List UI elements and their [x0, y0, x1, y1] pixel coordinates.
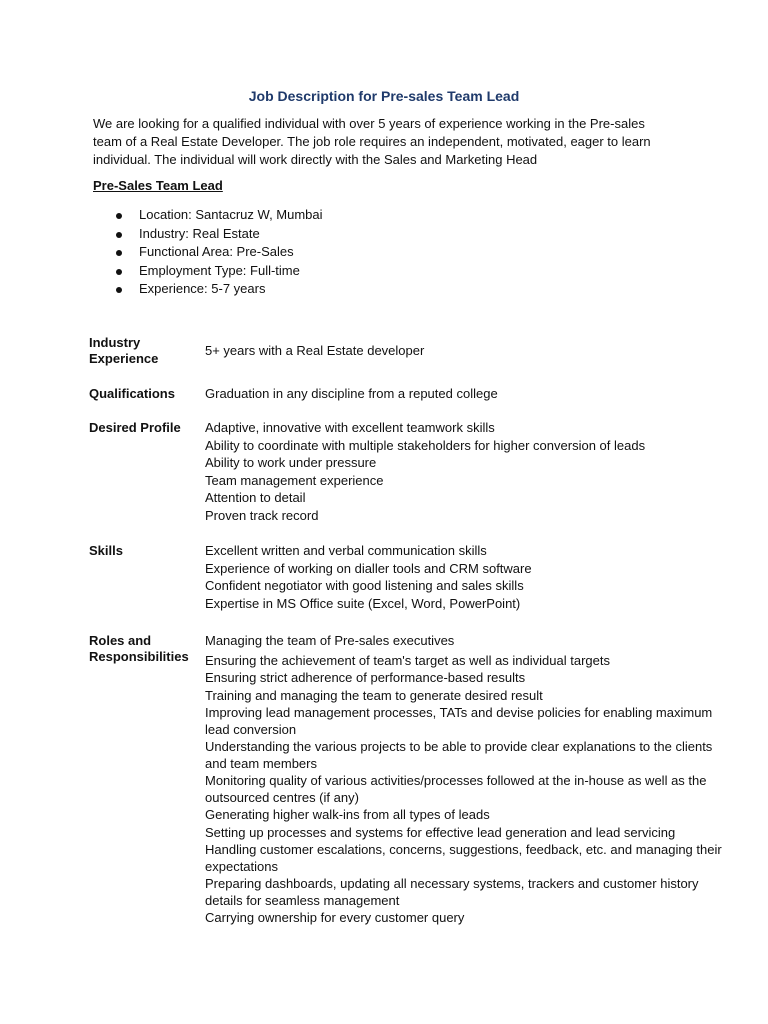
- page-title: Job Description for Pre-sales Team Lead: [248, 88, 520, 104]
- section-values: [205, 420, 725, 525]
- list-item: Location: Santacruz W, Mumbai: [93, 206, 323, 225]
- list-item: 5+ years with a Real Estate developer: [205, 343, 425, 358]
- intro-paragraph: We are looking for a qualified individual with over 5 years of experience working in the Pre-sales team of a Real Estate Developer. The job role requires an independent, motivated, eager to learn individual. The individual will work directly with the Sales and Marketing Head: [93, 116, 651, 167]
- list-item: Team management experience: [205, 472, 384, 488]
- section-label: Skills: [89, 543, 123, 558]
- section-values: [205, 543, 725, 613]
- list-item: Excellent written and verbal communication skills: [205, 543, 487, 558]
- list-item: Graduation in any discipline from a reputed college: [205, 386, 498, 401]
- list-item: Understanding the various projects to be able to provide clear explanations to the clients and team members: [205, 739, 713, 771]
- section-values: [205, 386, 725, 404]
- list-item: Experience: 5-7 years: [93, 280, 323, 299]
- bullet-icon: [116, 232, 122, 238]
- bullet-icon: [116, 213, 122, 219]
- list-item: Handling customer escalations, concerns, suggestions, feedback, etc. and managing their expectations: [205, 842, 722, 874]
- job-details-list: [93, 206, 323, 299]
- list-item: Preparing dashboards, updating all necessary systems, trackers and customer history details for seamless management: [205, 876, 699, 908]
- list-item: Carrying ownership for every customer query: [205, 910, 465, 925]
- section-values: [205, 343, 725, 361]
- list-item: Industry: Real Estate: [93, 225, 323, 244]
- list-item: Functional Area: Pre-Sales: [93, 243, 323, 262]
- list-item: Ability to coordinate with multiple stakeholders for higher conversion of leads: [205, 437, 646, 453]
- bullet-icon: [116, 287, 122, 293]
- list-item: Employment Type: Full-time: [93, 262, 323, 281]
- list-item: Training and managing the team to generate desired result: [205, 687, 543, 703]
- list-item: Monitoring quality of various activities/processes followed at the in-house as well as the outsourced centres (if any): [205, 773, 707, 805]
- section-values: [205, 633, 725, 928]
- list-item: Managing the team of Pre-sales executives: [205, 633, 455, 648]
- list-item: Improving lead management processes, TATs and devise policies for enabling maximum lead conversion: [205, 705, 713, 737]
- list-item: Attention to detail: [205, 490, 306, 505]
- section-label: Industry Experience: [89, 335, 159, 366]
- list-item: Generating higher walk-ins from all types of leads: [205, 807, 490, 822]
- list-item: Adaptive, innovative with excellent teamwork skills: [205, 420, 495, 435]
- list-item: Ability to work under pressure: [205, 455, 377, 470]
- section-label: Qualifications: [89, 386, 175, 401]
- bullet-icon: [116, 250, 122, 256]
- list-item: Ensuring the achievement of team's target as well as individual targets: [205, 652, 610, 668]
- section-label: Desired Profile: [89, 420, 181, 435]
- list-item: Setting up processes and systems for effective lead generation and lead servicing: [205, 824, 676, 840]
- list-item: Confident negotiator with good listening and sales skills: [205, 578, 524, 593]
- section-label: Roles and Responsibilities: [89, 633, 189, 664]
- list-item: Expertise in MS Office suite (Excel, Word, PowerPoint): [205, 595, 521, 611]
- list-item: Proven track record: [205, 507, 319, 523]
- list-item: Experience of working on dialler tools and CRM software: [205, 560, 532, 576]
- list-item: Ensuring strict adherence of performance-based results: [205, 670, 526, 685]
- subheading: Pre-Sales Team Lead: [93, 178, 223, 193]
- bullet-icon: [116, 269, 122, 275]
